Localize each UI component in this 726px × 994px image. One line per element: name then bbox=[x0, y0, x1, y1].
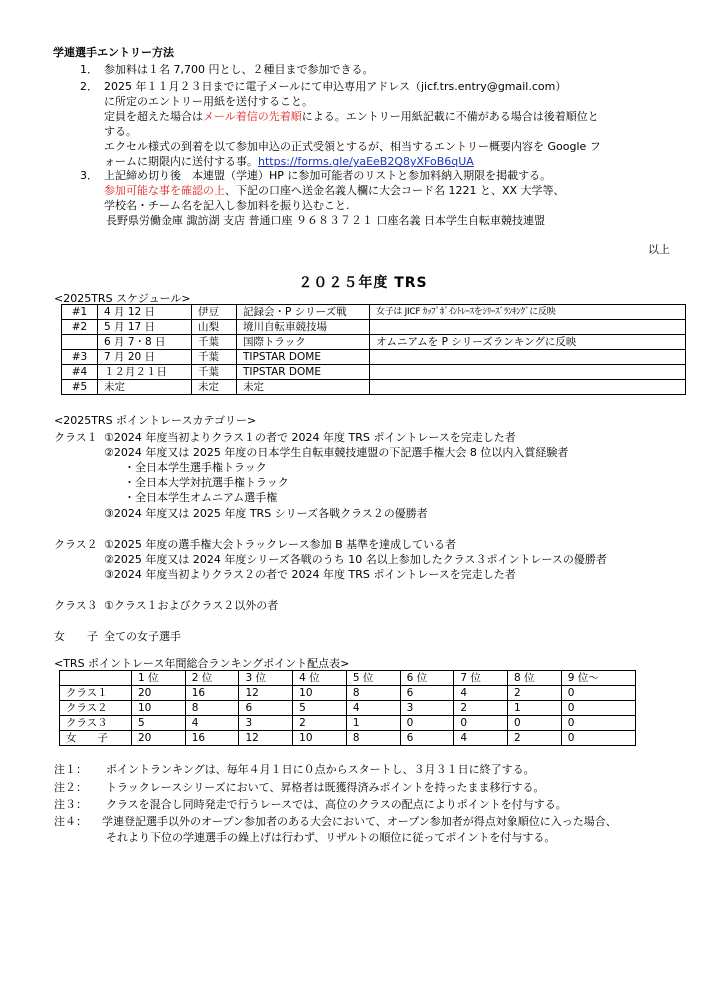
note-label: 注３： bbox=[54, 798, 87, 811]
points-value: 0 bbox=[561, 731, 635, 746]
class1-event-1: ・全日本学生選手権トラック bbox=[124, 461, 267, 474]
class2-criterion-1: ①2025 年度の選手権大会トラックレース参加 B 基準を達成している者 bbox=[104, 538, 457, 551]
schedule-heading: <2025TRS スケジュール> bbox=[54, 292, 191, 305]
schedule-row bbox=[62, 335, 686, 350]
schedule-cell-location: 千葉 bbox=[192, 350, 237, 365]
class2-criterion-3: ③2024 年度当初よりクラス２の者で 2024 年度 TRS ポイントレースを完走した者 bbox=[104, 568, 516, 581]
schedule-cell-race-number: #5 bbox=[62, 380, 98, 395]
schedule-cell-race-number: #1 bbox=[62, 305, 98, 320]
entry-item-2-line1: 2025 年１１月２３日までに電子メールにて申込専用アドレス（jicf.trs.entry@gmail.com） bbox=[104, 80, 567, 93]
note-text: 学連登記選手以外のオープン参加者のある大会において、オープン参加者が得点対象順位に入った場合、 bbox=[102, 815, 617, 828]
points-header-cell: 7 位 bbox=[454, 671, 508, 686]
schedule-cell-location: 未定 bbox=[192, 380, 237, 395]
entry-item-2-line3-pre: 定員を超えた場合は bbox=[104, 110, 203, 123]
points-value: 0 bbox=[400, 716, 454, 731]
women-label: 女 子 bbox=[54, 630, 98, 643]
points-header-cell: 5 位 bbox=[346, 671, 400, 686]
points-value: 20 bbox=[132, 686, 186, 701]
entry-item-3-line1: 上記締め切り後 本連盟（学連）HP に参加可能者のリストと参加料納入期限を掲載する。 bbox=[104, 169, 552, 182]
women-criterion: 全ての女子選手 bbox=[104, 630, 181, 643]
points-header-cell: 1 位 bbox=[132, 671, 186, 686]
schedule-row bbox=[62, 320, 686, 335]
class3-criterion-1: ①クラス１およびクラス２以外の者 bbox=[104, 599, 279, 612]
schedule-cell-venue: 境川自転車競技場 bbox=[237, 320, 370, 335]
points-header-cell bbox=[60, 671, 132, 686]
points-header-cell: 8 位 bbox=[508, 671, 562, 686]
schedule-cell-race-number: #2 bbox=[62, 320, 98, 335]
points-value: 8 bbox=[346, 731, 400, 746]
schedule-row bbox=[62, 305, 686, 320]
entry-item-2-number: 2． bbox=[80, 80, 98, 93]
points-value: 0 bbox=[508, 716, 562, 731]
points-value: 8 bbox=[346, 686, 400, 701]
points-value: 8 bbox=[185, 701, 239, 716]
schedule-cell-remarks bbox=[370, 350, 686, 365]
schedule-cell-venue: TIPSTAR DOME bbox=[237, 365, 370, 380]
schedule-row bbox=[62, 350, 686, 365]
class1-criterion-1: ①2024 年度当初よりクラス１の者で 2024 年度 TRS ポイントレースを完走した者 bbox=[104, 431, 516, 444]
points-value: 20 bbox=[132, 731, 186, 746]
points-value: 5 bbox=[132, 716, 186, 731]
note-text: クラスを混合し同時発走で行うレースでは、高位のクラスの配点によりポイントを付与する。 bbox=[106, 798, 567, 811]
entry-item-3-line3: 学校名・チーム名を記入し参加料を振り込むこと. bbox=[104, 199, 350, 212]
points-value: 6 bbox=[239, 701, 293, 716]
confirm-emphasis: 参加可能な事を確認の上 bbox=[104, 184, 225, 197]
schedule-cell-location: 山梨 bbox=[192, 320, 237, 335]
points-header-cell: 3 位 bbox=[239, 671, 293, 686]
points-header-cell: 9 位～ bbox=[561, 671, 635, 686]
google-form-link[interactable]: https://forms.gle/yaEeB2Q8yXFoB6qUA bbox=[258, 155, 474, 168]
schedule-cell-remarks bbox=[370, 320, 686, 335]
points-value: 0 bbox=[561, 716, 635, 731]
points-value: 2 bbox=[454, 701, 508, 716]
points-row bbox=[60, 716, 636, 731]
points-value: 4 bbox=[346, 701, 400, 716]
points-header-cell: 6 位 bbox=[400, 671, 454, 686]
points-row bbox=[60, 686, 636, 701]
points-value: 2 bbox=[508, 731, 562, 746]
schedule-cell-venue: 未定 bbox=[237, 380, 370, 395]
points-value: 0 bbox=[454, 716, 508, 731]
note-text: ポイントランキングは、毎年４月１日に０点からスタートし、３月３１日に終了する。 bbox=[106, 763, 535, 776]
class2-label: クラス２ bbox=[54, 538, 98, 551]
schedule-cell-remarks bbox=[370, 380, 686, 395]
entry-item-2-line4: する。 bbox=[104, 125, 137, 138]
points-value: 5 bbox=[293, 701, 347, 716]
points-value: 3 bbox=[400, 701, 454, 716]
closing-remark: 以上 bbox=[648, 243, 670, 256]
entry-item-2-line3 bbox=[104, 109, 599, 124]
schedule-cell-date: 5 月 17 日 bbox=[98, 320, 192, 335]
schedule-row bbox=[62, 380, 686, 395]
schedule-cell-date: 4 月 12 日 bbox=[98, 305, 192, 320]
points-class-label: クラス３ bbox=[60, 716, 132, 731]
entry-item-1-number: 1． bbox=[80, 63, 98, 76]
points-table bbox=[59, 670, 636, 746]
entry-item-2-line6 bbox=[104, 154, 474, 169]
points-class-label: クラス２ bbox=[60, 701, 132, 716]
schedule-cell-date: 7 月 20 日 bbox=[98, 350, 192, 365]
schedule-cell-venue: TIPSTAR DOME bbox=[237, 350, 370, 365]
points-value: 3 bbox=[239, 716, 293, 731]
entry-heading: 学連選手エントリー方法 bbox=[53, 46, 174, 59]
schedule-cell-location: 千葉 bbox=[192, 365, 237, 380]
points-heading: <TRS ポイントレース年間総合ランキングポイント配点表> bbox=[54, 657, 350, 670]
bank-account-info: 長野県労働金庫 諏訪湖 支店 普通口座 ９６８３７２１ 口座名義 日本学生自転車競技連盟 bbox=[106, 214, 545, 227]
class1-criterion-3: ③2024 年度又は 2025 年度 TRS シリーズ各戦クラス２の優勝者 bbox=[104, 507, 428, 520]
schedule-cell-race-number: #4 bbox=[62, 365, 98, 380]
class3-label: クラス３ bbox=[54, 599, 98, 612]
points-value: 16 bbox=[185, 686, 239, 701]
note-4-continuation: それより下位の学連選手の繰上げは行わず、リザルトの順位に従ってポイントを付与する。 bbox=[106, 831, 556, 844]
class1-event-2: ・全日本大学対抗選手権トラック bbox=[124, 476, 289, 489]
entry-item-3-number: 3． bbox=[80, 169, 98, 182]
categories-heading: <2025TRS ポイントレースカテゴリー> bbox=[54, 414, 257, 427]
entry-item-1-text: 参加料は１名 7,700 円とし、２種目まで参加できる。 bbox=[104, 63, 374, 76]
entry-item-2-line2: に所定のエントリー用紙を送付すること。 bbox=[104, 95, 313, 108]
schedule-cell-date: 未定 bbox=[98, 380, 192, 395]
points-value: 6 bbox=[400, 731, 454, 746]
points-value: 2 bbox=[508, 686, 562, 701]
points-header-cell: 4 位 bbox=[293, 671, 347, 686]
document-title: ２０２５年度 TRS bbox=[298, 275, 428, 291]
schedule-table bbox=[61, 304, 686, 395]
schedule-cell-race-number: #3 bbox=[62, 350, 98, 365]
points-value: 16 bbox=[185, 731, 239, 746]
schedule-cell-location: 伊豆 bbox=[192, 305, 237, 320]
points-value: 0 bbox=[561, 686, 635, 701]
schedule-cell-remarks: オムニアムを P シリーズランキングに反映 bbox=[370, 335, 686, 350]
points-value: 1 bbox=[508, 701, 562, 716]
points-value: 0 bbox=[561, 701, 635, 716]
schedule-cell-remarks: 女子は JICF ｶｯﾌﾟﾎﾟｲﾝﾄﾚｰｽをｼﾘｰｽﾞﾗﾝｷﾝｸﾞに反映 bbox=[370, 305, 686, 320]
entry-item-3-line2-post: 、下記の口座へ送金名義人欄に大会コード名 1221 と、XX 大学等、 bbox=[225, 184, 565, 197]
points-header-row bbox=[60, 671, 636, 686]
note-label: 注２： bbox=[54, 781, 87, 794]
entry-item-2-line6-pre: ォームに期限内に送付する事。 bbox=[104, 155, 258, 168]
points-value: 4 bbox=[185, 716, 239, 731]
points-value: 10 bbox=[132, 701, 186, 716]
points-value: 10 bbox=[293, 686, 347, 701]
note-text: トラックレースシリーズにおいて、昇格者は既獲得済みポイントを持ったまま移行する。 bbox=[106, 781, 545, 794]
points-value: 12 bbox=[239, 731, 293, 746]
schedule-cell-location: 千葉 bbox=[192, 335, 237, 350]
points-row bbox=[60, 701, 636, 716]
entry-item-3-line2 bbox=[104, 183, 565, 198]
class1-event-3: ・全日本学生オムニアム選手権 bbox=[124, 491, 278, 504]
points-row bbox=[60, 731, 636, 746]
first-come-emphasis: メール着信の先着順 bbox=[203, 110, 302, 123]
points-value: 4 bbox=[454, 686, 508, 701]
schedule-cell-race-number bbox=[62, 335, 98, 350]
points-value: 10 bbox=[293, 731, 347, 746]
schedule-cell-date: 6 月 7・8 日 bbox=[98, 335, 192, 350]
note-label: 注１： bbox=[54, 763, 87, 776]
class2-criterion-2: ②2025 年度又は 2024 年度シリーズ各戦のうち 10 名以上参加したクラス３ポイントレースの優勝者 bbox=[104, 553, 607, 566]
points-header-cell: 2 位 bbox=[185, 671, 239, 686]
schedule-cell-date: １２月２１日 bbox=[98, 365, 192, 380]
points-value: 6 bbox=[400, 686, 454, 701]
points-class-label: 女 子 bbox=[60, 731, 132, 746]
class1-criterion-2: ②2024 年度又は 2025 年度の日本学生自転車競技連盟の下記選手権大会 8 位以内入賞経験者 bbox=[104, 446, 569, 459]
points-value: 1 bbox=[346, 716, 400, 731]
points-value: 12 bbox=[239, 686, 293, 701]
schedule-cell-remarks bbox=[370, 365, 686, 380]
entry-item-2-line3-post: による。エントリー用紙記載に不備がある場合は後着順位と bbox=[301, 110, 599, 123]
entry-item-2-line5: エクセル様式の到着を以て参加申込の正式受領とするが、相当するエントリー概要内容を Google フ bbox=[104, 140, 601, 153]
points-value: 2 bbox=[293, 716, 347, 731]
points-value: 4 bbox=[454, 731, 508, 746]
note-label: 注４： bbox=[54, 815, 87, 828]
points-class-label: クラス１ bbox=[60, 686, 132, 701]
schedule-cell-venue: 記録会・P シリーズ戦 bbox=[237, 305, 370, 320]
schedule-row bbox=[62, 365, 686, 380]
class1-label: クラス１ bbox=[54, 431, 98, 444]
schedule-cell-venue: 国際トラック bbox=[237, 335, 370, 350]
